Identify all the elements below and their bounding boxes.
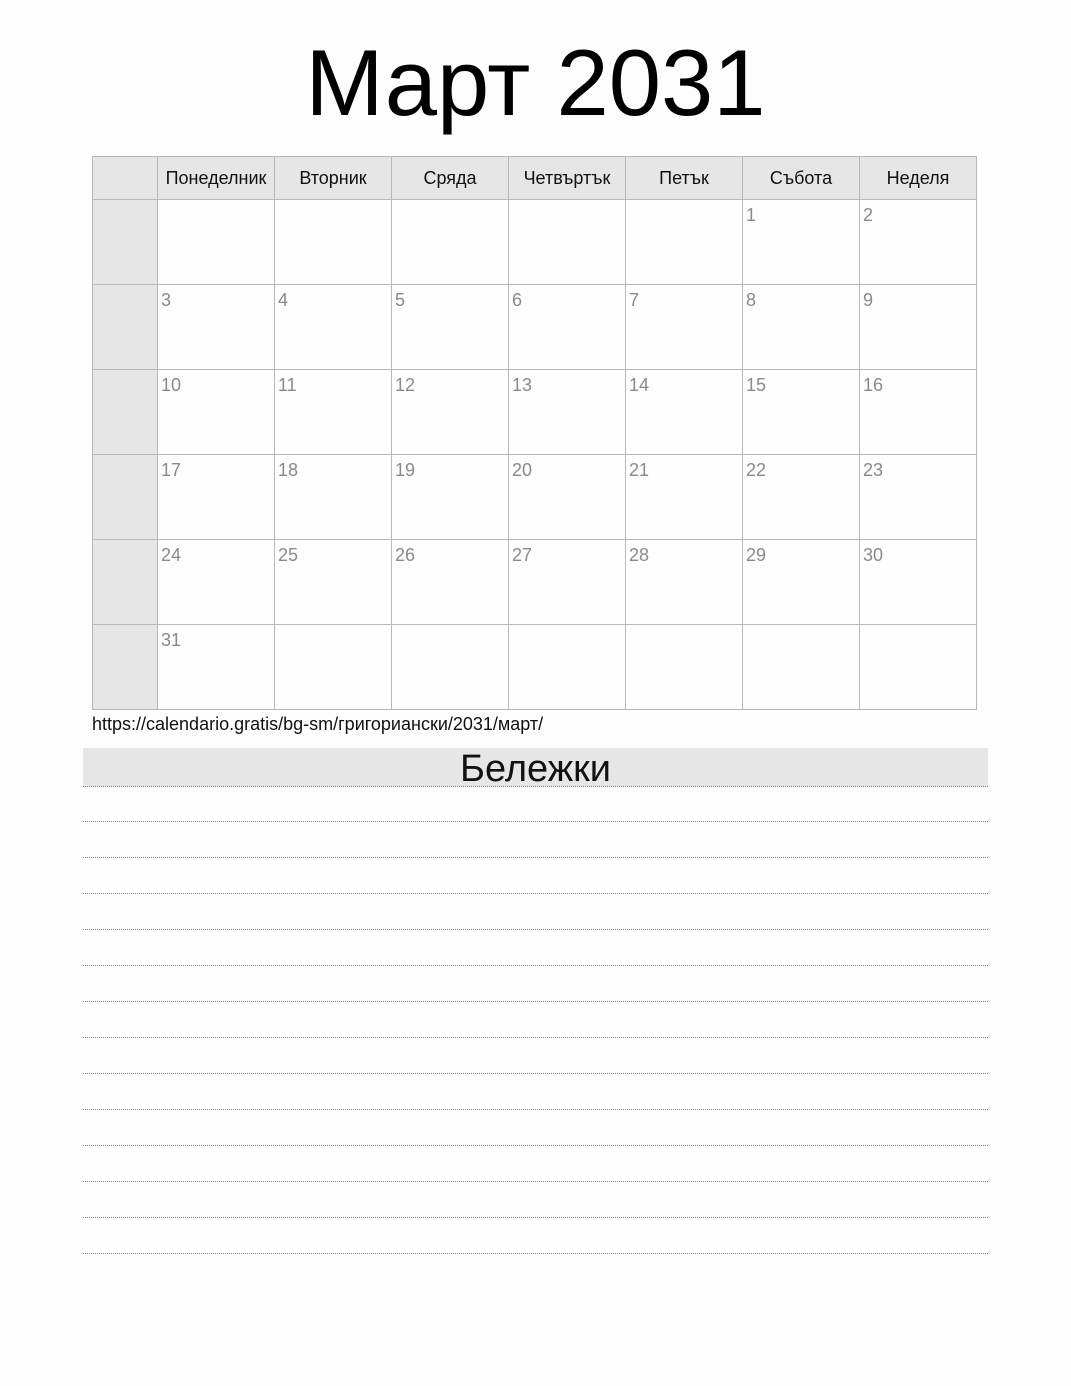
note-line — [83, 1110, 988, 1146]
week-number-cell — [93, 370, 158, 455]
day-cell — [626, 370, 743, 455]
day-number: 20 — [512, 460, 533, 480]
note-line — [83, 822, 988, 858]
day-number: 7 — [629, 290, 640, 310]
source-url: https://calendario.gratis/bg-sm/григориански/2031/март/ — [92, 714, 544, 734]
day-cell — [509, 540, 626, 625]
day-number — [626, 625, 742, 631]
day-cell — [626, 625, 743, 710]
day-number — [743, 625, 859, 631]
page-title: Март 2031 — [305, 30, 766, 135]
day-number: 5 — [395, 290, 406, 310]
day-number: 2 — [863, 205, 874, 225]
day-number: 6 — [512, 290, 523, 310]
week-number-cell — [93, 200, 158, 285]
day-number — [275, 625, 391, 631]
note-line — [83, 894, 988, 930]
day-cell — [626, 285, 743, 370]
week-row — [93, 625, 977, 710]
note-line — [83, 966, 988, 1002]
day-cell — [626, 455, 743, 540]
day-cell — [158, 370, 275, 455]
notes-title: Бележки — [83, 748, 988, 787]
day-number: 3 — [161, 290, 172, 310]
week-row — [93, 285, 977, 370]
day-cell — [860, 200, 977, 285]
day-cell — [275, 200, 392, 285]
week-number-cell — [93, 540, 158, 625]
note-line — [83, 1074, 988, 1110]
day-number: 9 — [863, 290, 874, 310]
day-number: 22 — [746, 460, 767, 480]
note-line — [83, 930, 988, 966]
day-cell — [743, 455, 860, 540]
day-number: 24 — [161, 545, 182, 565]
notes-lines — [83, 786, 988, 1254]
day-number: 29 — [746, 545, 767, 565]
day-cell — [860, 625, 977, 710]
day-cell — [509, 285, 626, 370]
day-cell — [158, 540, 275, 625]
day-cell — [275, 625, 392, 710]
day-number — [275, 200, 391, 206]
day-number: 26 — [395, 545, 416, 565]
note-line — [83, 1146, 988, 1182]
day-cell — [743, 540, 860, 625]
note-line — [83, 1002, 988, 1038]
day-number: 17 — [161, 460, 182, 480]
day-number: 28 — [629, 545, 650, 565]
day-number: 31 — [161, 630, 182, 650]
day-cell — [860, 370, 977, 455]
day-number — [158, 200, 274, 206]
note-line — [83, 1218, 988, 1254]
day-cell — [626, 200, 743, 285]
day-cell — [509, 200, 626, 285]
calendar-grid — [92, 156, 977, 710]
day-number — [509, 200, 625, 206]
day-cell — [275, 370, 392, 455]
day-cell — [275, 285, 392, 370]
weekday-sunday: Неделя — [860, 157, 977, 200]
day-number: 1 — [746, 205, 757, 225]
day-number — [509, 625, 625, 631]
day-cell — [158, 625, 275, 710]
day-cell — [158, 455, 275, 540]
day-number: 12 — [395, 375, 416, 395]
day-cell — [860, 285, 977, 370]
note-line — [83, 1038, 988, 1074]
day-number: 27 — [512, 545, 533, 565]
week-number-cell — [93, 625, 158, 710]
week-number-cell — [93, 455, 158, 540]
week-row — [93, 200, 977, 285]
day-cell — [626, 540, 743, 625]
day-number: 4 — [278, 290, 289, 310]
day-cell — [509, 370, 626, 455]
day-number: 23 — [863, 460, 884, 480]
day-cell — [860, 540, 977, 625]
weekday-thursday: Четвъртък — [509, 157, 626, 200]
weekday-monday: Понеделник — [158, 157, 275, 200]
day-number: 10 — [161, 375, 182, 395]
day-number — [860, 625, 976, 631]
week-number-header — [93, 157, 158, 200]
day-cell — [275, 540, 392, 625]
day-number: 14 — [629, 375, 650, 395]
note-line — [83, 1182, 988, 1218]
day-cell — [743, 285, 860, 370]
day-cell — [509, 625, 626, 710]
day-number: 8 — [746, 290, 757, 310]
day-number: 21 — [629, 460, 650, 480]
day-cell — [158, 200, 275, 285]
day-cell — [392, 370, 509, 455]
day-number — [392, 625, 508, 631]
note-line — [83, 786, 988, 822]
weekday-friday: Петък — [626, 157, 743, 200]
day-number: 11 — [278, 375, 297, 395]
week-row — [93, 455, 977, 540]
day-number: 25 — [278, 545, 299, 565]
note-line — [83, 858, 988, 894]
day-cell — [392, 285, 509, 370]
day-number: 16 — [863, 375, 884, 395]
day-number: 13 — [512, 375, 533, 395]
week-row — [93, 370, 977, 455]
day-number: 30 — [863, 545, 884, 565]
day-cell — [158, 285, 275, 370]
day-cell — [743, 625, 860, 710]
weekday-header-row — [93, 157, 977, 200]
day-cell — [509, 455, 626, 540]
day-cell — [275, 455, 392, 540]
weekday-tuesday: Вторник — [275, 157, 392, 200]
day-cell — [392, 200, 509, 285]
weekday-wednesday: Сряда — [392, 157, 509, 200]
day-cell — [392, 455, 509, 540]
day-number: 19 — [395, 460, 416, 480]
weekday-saturday: Събота — [743, 157, 860, 200]
day-number — [626, 200, 742, 206]
day-number: 15 — [746, 375, 767, 395]
day-cell — [860, 455, 977, 540]
week-number-cell — [93, 285, 158, 370]
day-number — [392, 200, 508, 206]
day-cell — [392, 540, 509, 625]
day-cell — [743, 200, 860, 285]
day-cell — [743, 370, 860, 455]
week-row — [93, 540, 977, 625]
day-number: 18 — [278, 460, 299, 480]
day-cell — [392, 625, 509, 710]
